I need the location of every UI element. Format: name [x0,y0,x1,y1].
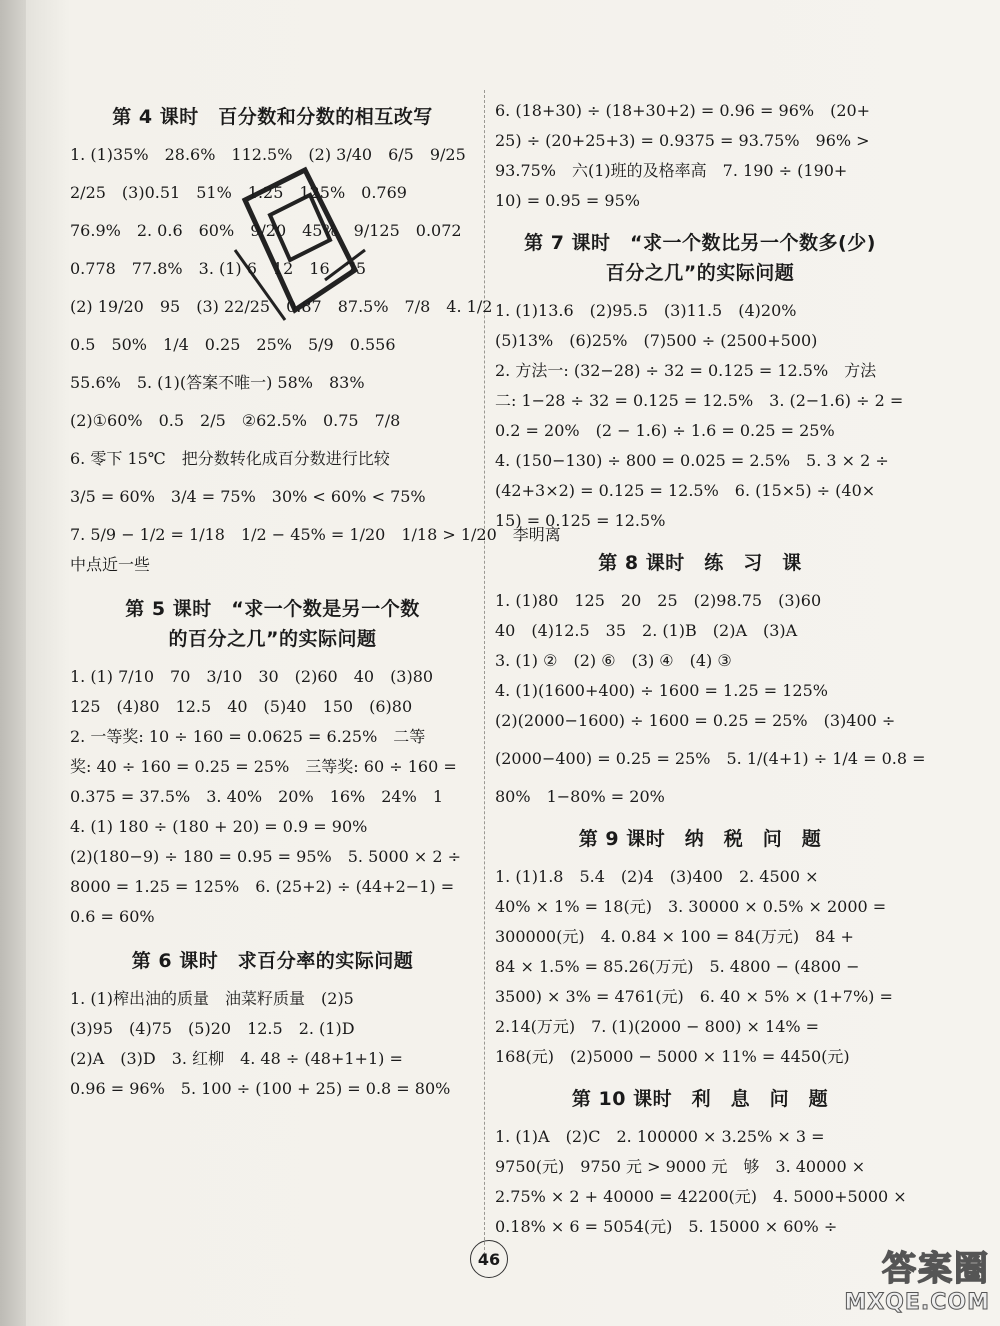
lesson6-line-2: (3)95 (4)75 (5)20 12.5 2. (1)D [70,1019,355,1038]
watermark-main: 答案圈 [882,1249,990,1289]
lesson8-line-6: (2000−400) = 0.25 = 25% 5. 1/(4+1) ÷ 1/4 = 0.8 = [495,749,926,768]
lesson4-line-3: 76.9% 2. 0.6 60% 9/20 45% 9/125 0.072 [70,221,462,240]
lesson5-line-4: 奖: 40 ÷ 160 = 0.25 = 25% 三等奖: 60 ÷ 160 = [70,757,457,776]
lesson10-line-3: 2.75% × 2 + 40000 = 42200(元) 4. 5000+5000 × [495,1187,907,1206]
lesson5-title-1: 第 5 课时 “求一个数是另一个数 [125,598,420,620]
lesson9-line-7: 168(元) (2)5000 − 5000 × 11% = 4450(元) [495,1047,850,1066]
lesson7-line-6: 4. (150−130) ÷ 800 = 0.025 = 2.5% 5. 3 × 2 ÷ [495,451,889,470]
lesson9-line-6: 2.14(万元) 7. (1)(2000 − 800) × 14% = [495,1017,820,1036]
lesson7-line-4: 二: 1−28 ÷ 32 = 0.125 = 12.5% 3. (2−1.6) ÷ 2 = [495,391,904,410]
lesson6-line-4: 0.96 = 96% 5. 100 ÷ (100 + 25) = 0.8 = 80% [70,1079,451,1098]
lesson4-line-6: 0.5 50% 1/4 0.25 25% 5/9 0.556 [70,335,396,354]
lesson9-line-3: 300000(元) 4. 0.84 × 100 = 84(万元) 84 + [495,927,854,946]
cont-line-4: 10) = 0.95 = 95% [495,191,640,210]
lesson8-line-7: 80% 1−80% = 20% [495,787,665,806]
lesson8-title: 第 8 课时 练 习 课 [598,552,802,574]
watermark-sub: MXQE.COM [844,1290,990,1315]
lesson9-title: 第 9 课时 纳 税 问 题 [578,828,822,850]
lesson5-line-3: 2. 一等奖: 10 ÷ 160 = 0.0625 = 6.25% 二等 [70,727,426,746]
lesson10-line-2: 9750(元) 9750 元 > 9000 元 够 3. 40000 × [495,1157,866,1176]
lesson8-line-1: 1. (1)80 125 20 25 (2)98.75 (3)60 [495,591,822,610]
lesson4-line-12: 中点近一些 [70,555,151,574]
lesson6-title: 第 6 课时 求百分率的实际问题 [131,950,414,972]
lesson9-line-5: 3500) × 3% = 4761(元) 6. 40 × 5% × (1+7%) = [495,987,893,1006]
left-column [70,96,561,1104]
lesson7-line-8: 15) = 0.125 = 12.5% [495,511,666,530]
lesson7-line-1: 1. (1)13.6 (2)95.5 (3)11.5 (4)20% [495,301,797,320]
lesson4-line-10: 3/5 = 60% 3/4 = 75% 30% < 60% < 75% [70,487,426,506]
lesson7-line-3: 2. 方法一: (32−28) ÷ 32 = 0.125 = 12.5% 方法 [495,361,877,380]
lesson6-line-3: (2)A (3)D 3. 红柳 4. 48 ÷ (48+1+1) = [70,1049,403,1068]
book-spine [0,0,26,1326]
lesson8-line-2: 40 (4)12.5 35 2. (1)B (2)A (3)A [495,621,798,640]
lesson4-line-7: 55.6% 5. (1)(答案不唯一) 58% 83% [70,373,365,392]
lesson8-line-5: (2)(2000−1600) ÷ 1600 = 0.25 = 25% (3)400 ÷ [495,711,896,730]
lesson10-line-1: 1. (1)A (2)C 2. 100000 × 3.25% × 3 = [495,1127,825,1146]
watermark-logo [812,1230,1000,1326]
right-column [495,96,926,1242]
lesson10-title: 第 10 课时 利 息 问 题 [571,1088,829,1110]
lesson5-title-2: 的百分之几”的实际问题 [168,628,377,650]
lesson4-line-9: 6. 零下 15℃ 把分数转化成百分数进行比较 [70,449,390,468]
lesson6-line-1: 1. (1)榨出油的质量 油菜籽质量 (2)5 [70,989,354,1008]
lesson5-line-2: 125 (4)80 12.5 40 (5)40 150 (6)80 [70,697,413,716]
lesson9-line-2: 40% × 1% = 18(元) 3. 30000 × 0.5% × 2000 = [495,897,887,916]
lesson5-line-8: 8000 = 1.25 = 125% 6. (25+2) ÷ (44+2−1) = [70,877,455,896]
cont-line-2: 25) ÷ (20+25+3) = 0.9375 = 93.75% 96% > [495,131,870,150]
cont-line-3: 93.75% 六(1)班的及格率高 7. 190 ÷ (190+ [495,161,848,180]
lesson8-line-4: 4. (1)(1600+400) ÷ 1600 = 1.25 = 125% [495,681,828,700]
lesson4-title: 第 4 课时 百分数和分数的相互改写 [112,106,433,128]
lesson5-line-1: 1. (1) 7/10 70 3/10 30 (2)60 40 (3)80 [70,667,434,686]
lesson9-line-1: 1. (1)1.8 5.4 (2)4 (3)400 2. 4500 × [495,867,819,886]
lesson9-line-4: 84 × 1.5% = 85.26(万元) 5. 4800 − (4800 − [495,957,860,976]
lesson4-line-4: 0.778 77.8% 3. (1) 6 12 16 75 [70,259,366,278]
lesson4-line-8: (2)①60% 0.5 2/5 ②62.5% 0.75 7/8 [70,411,401,430]
lesson5-line-9: 0.6 = 60% [70,907,155,926]
lesson5-line-7: (2)(180−9) ÷ 180 = 0.95 = 95% 5. 5000 × 2 ÷ [70,847,462,866]
lesson10-line-4: 0.18% × 6 = 5054(元) 5. 15000 × 60% ÷ [495,1217,838,1236]
column-divider [484,90,485,1260]
lesson7-line-2: (5)13% (6)25% (7)500 ÷ (2500+500) [495,331,818,350]
lesson8-line-3: 3. (1) ② (2) ⑥ (3) ④ (4) ③ [495,651,732,670]
lesson7-title-2: 百分之几”的实际问题 [605,262,795,284]
lesson5-line-5: 0.375 = 37.5% 3. 40% 20% 16% 24% 1 [70,787,443,806]
lesson4-line-2: 2/25 (3)0.51 51% 1.25 125% 0.769 [70,183,407,202]
cont-line-1: 6. (18+30) ÷ (18+30+2) = 0.96 = 96% (20+ [495,101,871,120]
lesson7-line-5: 0.2 = 20% (2 − 1.6) ÷ 1.6 = 0.25 = 25% [495,421,835,440]
lesson4-line-11: 7. 5/9 − 1/2 = 1/18 1/2 − 45% = 1/20 1/18 > 1/20 李明离 [70,525,561,544]
lesson4-line-5: (2) 19/20 95 (3) 22/25 0.87 87.5% 7/8 4. 1/2 [70,297,493,316]
lesson4-line-1: 1. (1)35% 28.6% 112.5% (2) 3/40 6/5 9/25 [70,145,466,164]
lesson5-line-6: 4. (1) 180 ÷ (180 + 20) = 0.9 = 90% [70,817,368,836]
lesson7-line-7: (42+3×2) = 0.125 = 12.5% 6. (15×5) ÷ (40× [495,481,876,500]
page-number: 46 [470,1240,508,1278]
lesson7-title-1: 第 7 课时 “求一个数比另一个数多(少) [524,232,876,254]
